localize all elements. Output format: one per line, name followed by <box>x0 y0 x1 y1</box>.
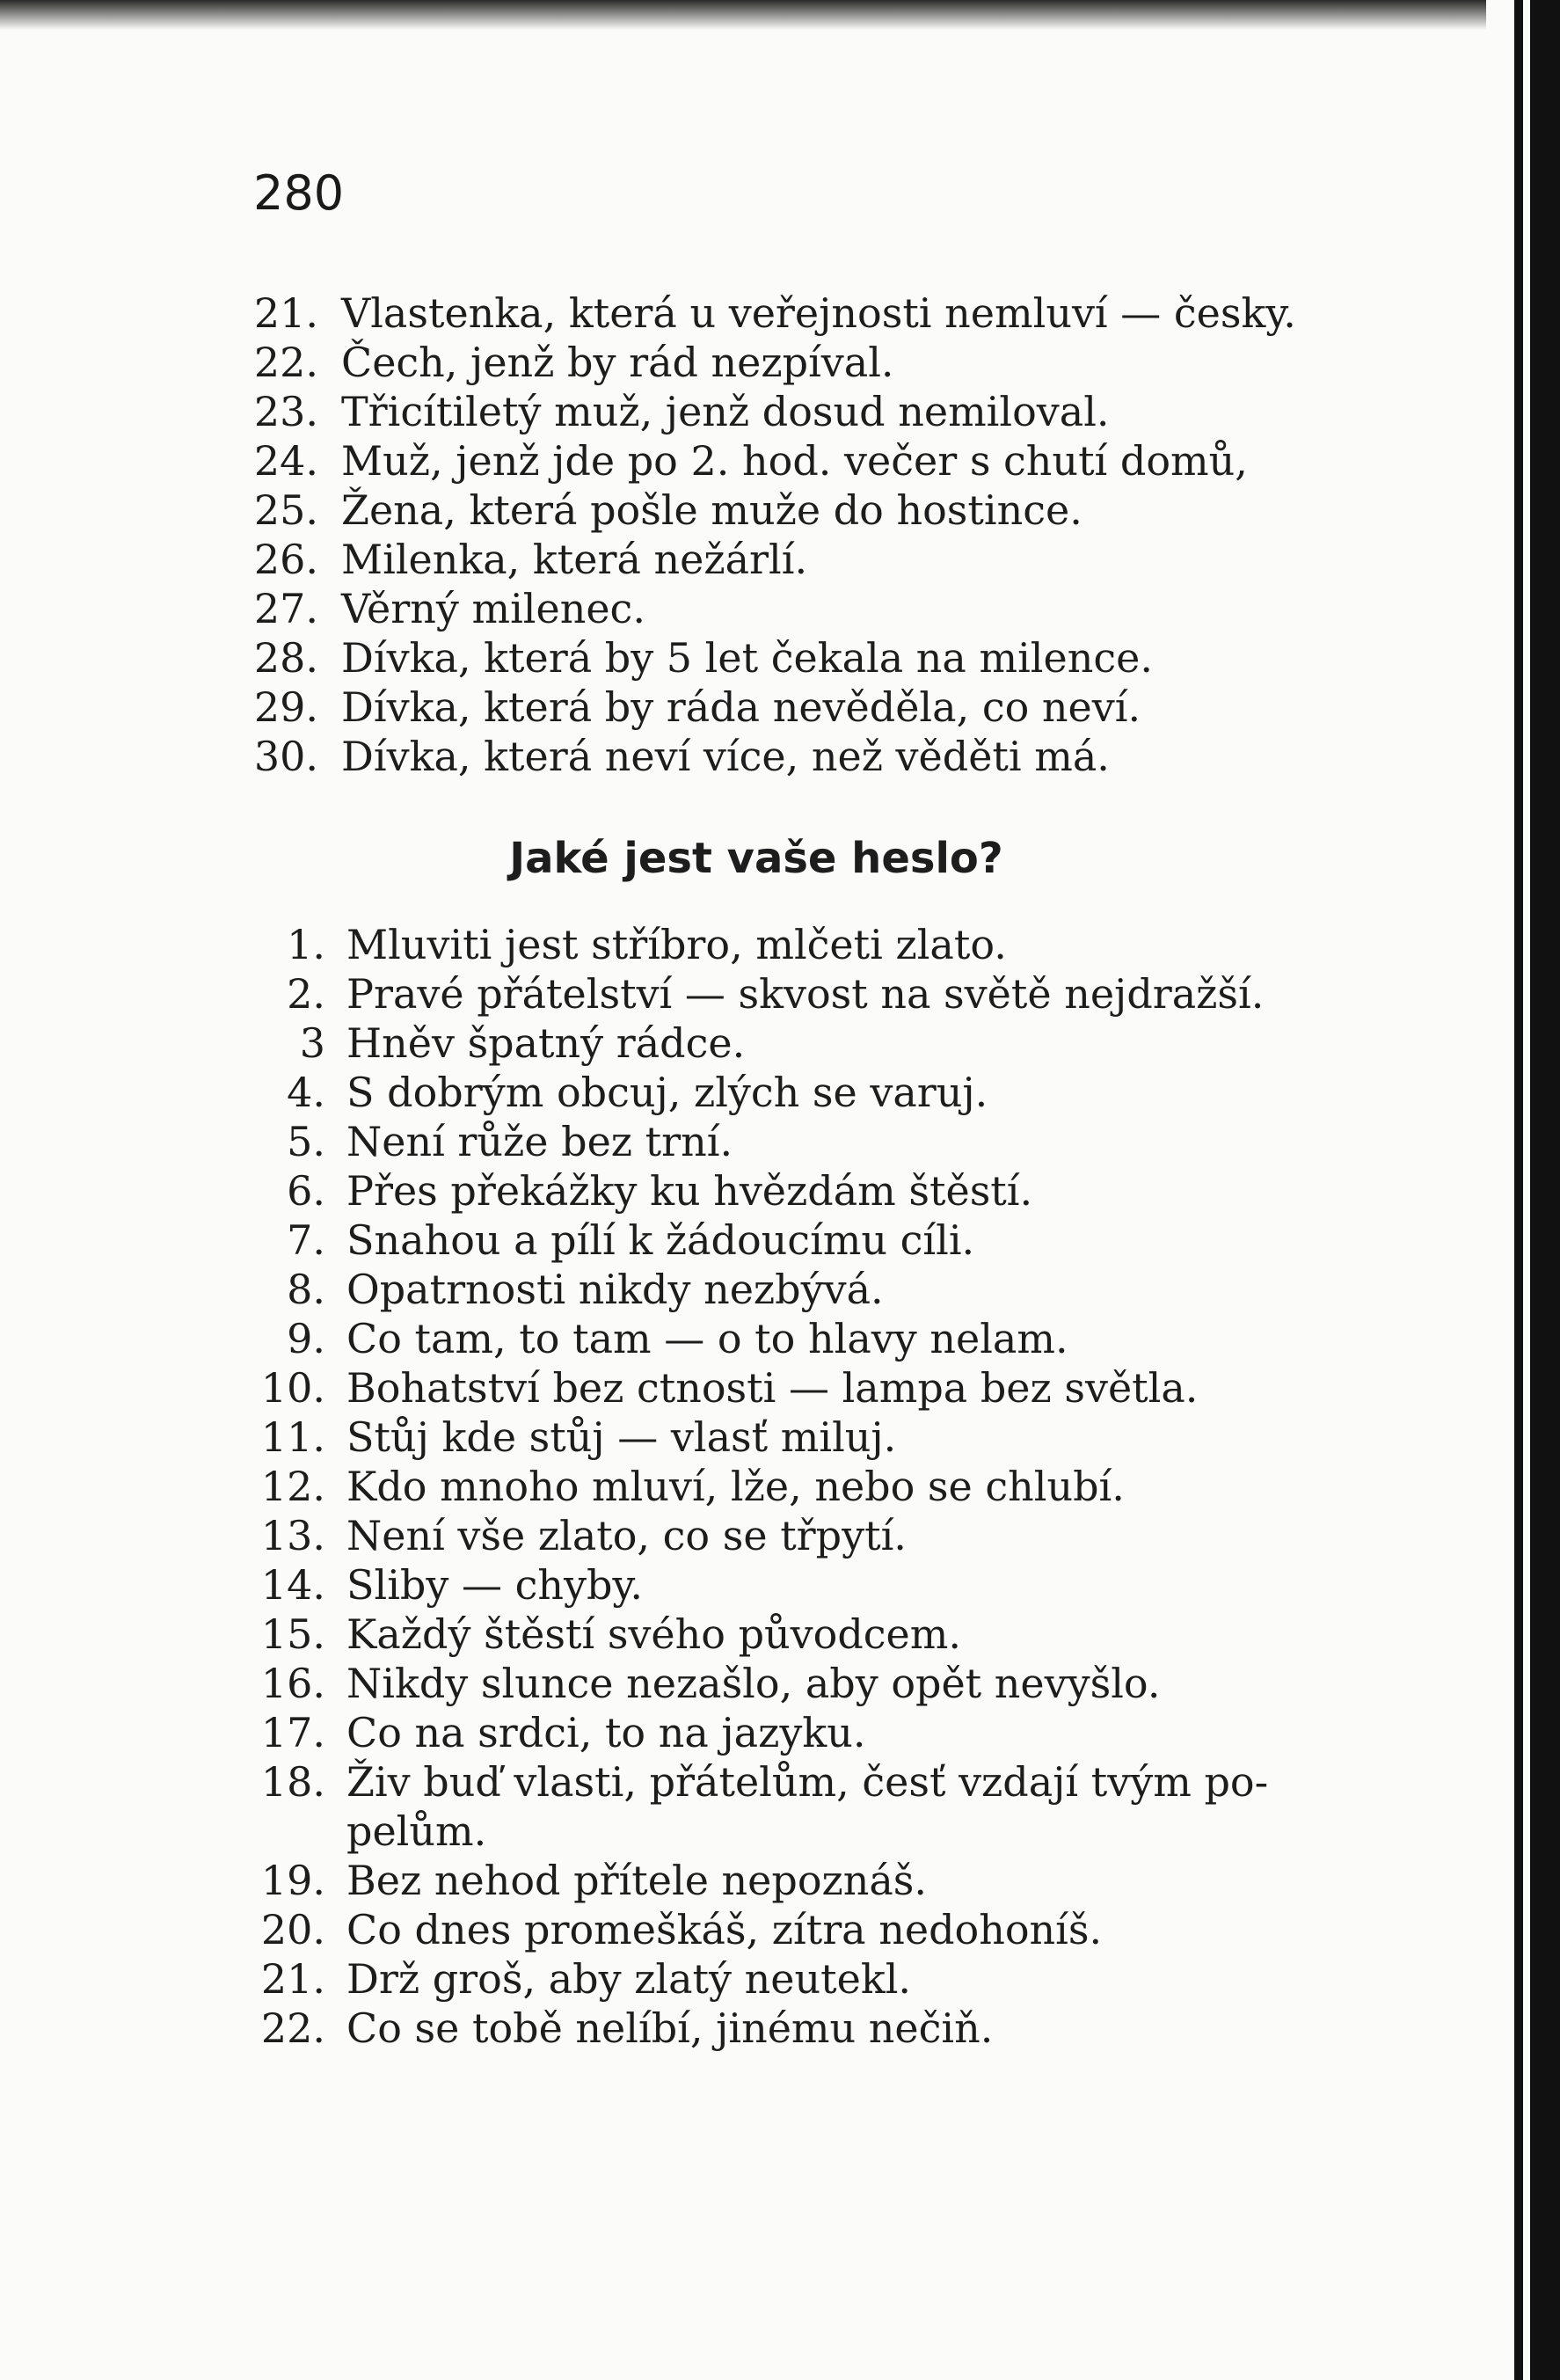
section-heading: Jaké jest vaše heslo? <box>509 834 1003 883</box>
item-number: 21. <box>260 1955 325 2003</box>
item-text: Co se tobě nelíbí, jinému nečiň. <box>346 2004 994 2052</box>
item-text: Není vše zlato, co se třpytí. <box>346 1512 907 1559</box>
item-number: 2. <box>287 970 325 1018</box>
item-number: 10. <box>260 1364 325 1412</box>
list-item <box>0 633 1486 683</box>
item-number: 22. <box>253 339 318 386</box>
item-text: Kdo mnoho mluví, lže, nebo se chlubí. <box>346 1463 1125 1510</box>
item-number: 8. <box>287 1266 325 1313</box>
list-item <box>0 485 1486 535</box>
item-number: 15. <box>260 1610 325 1658</box>
list-item <box>0 1757 1486 1807</box>
item-text: Muž, jenž jde po 2. hod. večer s chutí domů, <box>341 437 1248 485</box>
item-text: Dívka, která neví více, než věděti má. <box>341 733 1110 780</box>
item-text: Opatrnosti nikdy nezbývá. <box>346 1266 884 1313</box>
edge-rule <box>1514 0 1523 2380</box>
item-text: Drž groš, aby zlatý neutekl. <box>346 1955 912 2003</box>
item-number: 16. <box>260 1660 325 1707</box>
item-text: Žena, která pošle muže do hostince. <box>341 486 1083 534</box>
item-number: 20. <box>260 1906 325 1953</box>
item-number: 22. <box>260 2004 325 2052</box>
item-number: 23. <box>253 388 318 435</box>
list-item <box>0 1265 1486 1314</box>
item-number: 12. <box>260 1463 325 1510</box>
item-text: Třicítiletý muž, jenž dosud nemiloval. <box>341 388 1110 435</box>
page-edge <box>1486 0 1560 2380</box>
item-number: 30. <box>253 733 318 780</box>
item-number: 11. <box>260 1413 325 1461</box>
item-number: 17. <box>260 1709 325 1756</box>
list-item <box>0 584 1486 633</box>
list-item <box>0 338 1486 387</box>
item-text: Snahou a pílí k žádoucímu cíli. <box>346 1216 975 1264</box>
item-text: Živ buď vlasti, přátelům, česť vzdají tvým po- <box>346 1758 1269 1806</box>
list-item <box>0 1610 1486 1659</box>
list-item <box>0 1905 1486 1954</box>
item-text: Dívka, která by 5 let čekala na milence. <box>341 634 1153 682</box>
item-number: 18. <box>260 1758 325 1806</box>
page-number: 280 <box>253 165 345 221</box>
item-text: Co tam, to tam — o to hlavy nelam. <box>346 1315 1068 1362</box>
list-item <box>0 1954 1486 2004</box>
list-item <box>0 535 1486 584</box>
item-text: Mluviti jest stříbro, mlčeti zlato. <box>346 921 1007 968</box>
item-text: Přes překážky ku hvězdám štěstí. <box>346 1167 1033 1215</box>
item-text: Hněv špatný rádce. <box>346 1019 746 1067</box>
item-text: Nikdy slunce nezašlo, aby opět nevyšlo. <box>346 1660 1161 1707</box>
item-text: Sliby — chyby. <box>346 1561 643 1609</box>
list-item <box>0 436 1486 485</box>
item-number: 14. <box>260 1561 325 1609</box>
item-number: 24. <box>253 437 318 485</box>
list-item <box>0 1659 1486 1708</box>
item-number: 9. <box>287 1315 325 1362</box>
item-text: Není růže bez trní. <box>346 1118 733 1165</box>
list-item <box>0 1314 1486 1363</box>
item-number: 27. <box>253 585 318 632</box>
item-text: S dobrým obcuj, zlých se varuj. <box>346 1069 988 1116</box>
list-item <box>0 1068 1486 1117</box>
item-text: Věrný milenec. <box>341 585 645 632</box>
item-number: 4. <box>287 1069 325 1116</box>
item-number: 1. <box>287 921 325 968</box>
item-number: 28. <box>253 634 318 682</box>
item-text: Bohatství bez ctnosti — lampa bez světla. <box>346 1364 1199 1412</box>
item-text: Milenka, která nežárlí. <box>341 536 808 583</box>
list-item <box>0 1856 1486 1905</box>
item-number: 13. <box>260 1512 325 1559</box>
item-text: Dívka, která by ráda nevěděla, co neví. <box>341 683 1141 731</box>
item-text: Vlastenka, která u veřejnosti nemluví — česky. <box>341 289 1296 337</box>
list-item <box>0 969 1486 1018</box>
item-number: 19. <box>260 1857 325 1904</box>
list-item <box>0 1363 1486 1413</box>
item-text: Bez nehod přítele nepoznáš. <box>346 1857 928 1904</box>
item-number: 7. <box>287 1216 325 1264</box>
item-text: Co dnes promeškáš, zítra nedohoníš. <box>346 1906 1103 1953</box>
list-item <box>0 1560 1486 1610</box>
list-item <box>0 1708 1486 1757</box>
list-item <box>0 1166 1486 1216</box>
item-text: Každý štěstí svého původcem. <box>346 1610 962 1658</box>
item-text: Pravé přátelství — skvost na světě nejdražší. <box>346 970 1265 1018</box>
item-number: 25. <box>253 486 318 534</box>
item-text: Stůj kde stůj — vlasť miluj. <box>346 1413 897 1461</box>
list-item <box>0 732 1486 781</box>
list-item <box>0 387 1486 436</box>
list-item <box>0 920 1486 969</box>
list-item <box>0 683 1486 732</box>
list-item <box>0 1511 1486 1560</box>
edge-shadow <box>1530 0 1560 2380</box>
item-number: 6. <box>287 1167 325 1215</box>
item-number: 3 <box>299 1019 325 1067</box>
item-text: pelům. <box>346 1807 487 1855</box>
list-item <box>0 1216 1486 1265</box>
list-item <box>0 1462 1486 1511</box>
list-item <box>0 1018 1486 1068</box>
list-item <box>0 1807 1486 1856</box>
item-text: Čech, jenž by rád nezpíval. <box>341 339 894 386</box>
item-number: 5. <box>287 1118 325 1165</box>
list-item <box>0 288 1486 338</box>
item-number: 21. <box>253 289 318 337</box>
list-item <box>0 2004 1486 2053</box>
item-number: 29. <box>253 683 318 731</box>
list-item <box>0 1413 1486 1462</box>
list-item <box>0 1117 1486 1166</box>
item-number: 26. <box>253 536 318 583</box>
item-text: Co na srdci, to na jazyku. <box>346 1709 866 1756</box>
